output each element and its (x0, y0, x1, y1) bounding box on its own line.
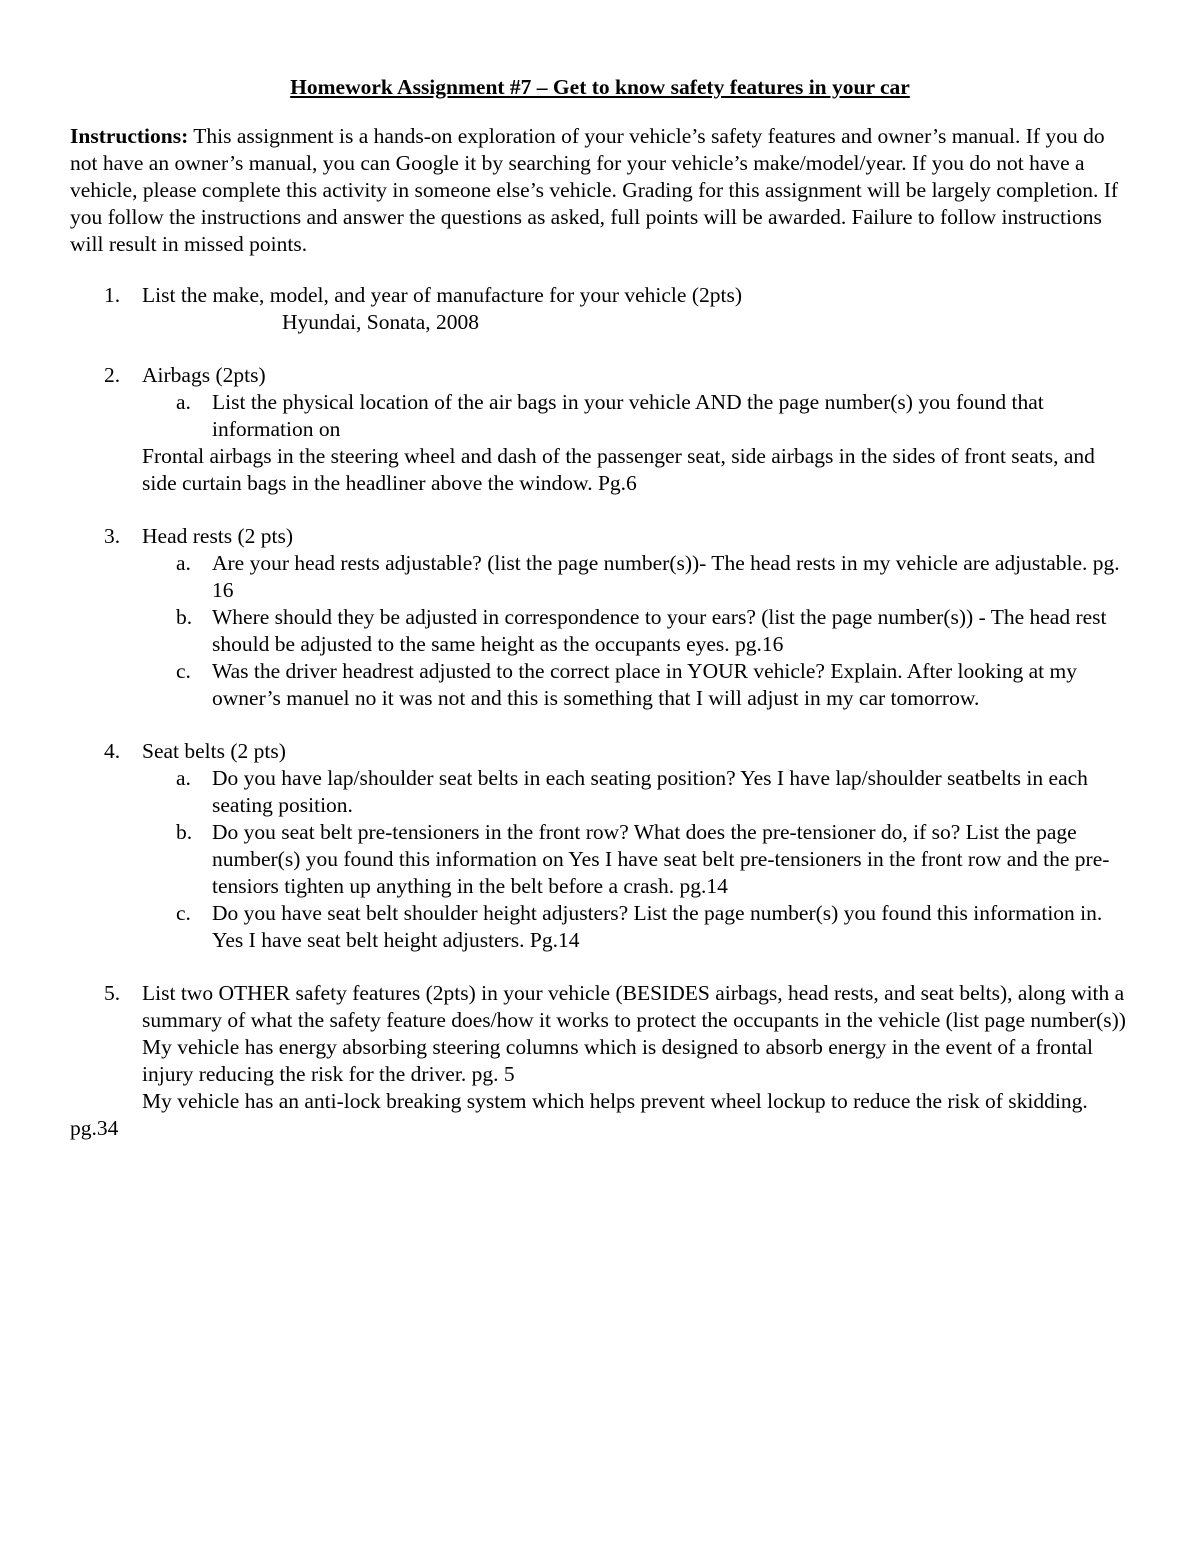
question-5 (70, 980, 1130, 1088)
question-2-answer: Frontal airbags in the steering wheel and dash of the passenger seat, side airbags in the sides of front seats, and side curtain bags in the headliner above the window. Pg.6 (142, 444, 1095, 495)
question-3 (70, 523, 1130, 712)
question-3b-text: Where should they be adjusted in correspondence to your ears? (list the page number(s)) - The head rest should be adjusted to the same height as the occupants eyes. pg.16 (212, 605, 1107, 656)
question-3-text: Head rests (2 pts) (142, 524, 294, 548)
question-5-text: List two OTHER safety features (2pts) in your vehicle (BESIDES airbags, head rests, and seat belts), along with a summary of what the safety feature does/how it works to protect the occupants in the vehicle (list page number(s)) My vehicle has energy absorbing steering columns which is designed to absorb energy in the event of a frontal injury reducing the risk for the driver. pg. 5 (142, 981, 1126, 1086)
page-title: Homework Assignment #7 – Get to know safety features in your car (290, 75, 910, 99)
question-4c-letter: c. (176, 901, 191, 925)
question-3c-text: Was the driver headrest adjusted to the correct place in YOUR vehicle? Explain. After looking at my owner’s manuel no it was not and this is something that I will adjust in my car tomorrow. (212, 659, 1077, 710)
question-1-answer: Hyundai, Sonata, 2008 (282, 310, 480, 334)
question-4 (70, 738, 1130, 954)
question-4c-text: Do you have seat belt shoulder height adjusters? List the page number(s) you found this information in. Yes I have seat belt height adjusters. Pg.14 (212, 901, 1103, 952)
question-2a-text: List the physical location of the air bags in your vehicle AND the page number(s) you found that information on (212, 390, 1044, 441)
question-1 (70, 282, 1130, 336)
question-4a (142, 765, 1130, 819)
instructions-label: Instructions: (70, 124, 189, 148)
question-4a-letter: a. (176, 766, 191, 790)
question-5-number: 5. (104, 981, 121, 1005)
question-3b (142, 604, 1130, 658)
instructions-paragraph (70, 123, 1130, 258)
question-2a-letter: a. (176, 390, 191, 414)
question-3a-letter: a. (176, 551, 191, 575)
question-1-text: List the make, model, and year of manufacture for your vehicle (2pts) (142, 283, 742, 307)
question-2 (70, 362, 1130, 497)
question-2-number: 2. (104, 363, 121, 387)
question-3c (142, 658, 1130, 712)
question-4-text: Seat belts (2 pts) (142, 739, 286, 763)
question-4b-text: Do you seat belt pre-tensioners in the front row? What does the pre-tensioner do, if so? List the page number(s) you found this information on Yes I have seat belt pre-tensioners in the front row and the pre-tensiors tighten up anything in the belt before a crash. pg.14 (212, 820, 1110, 898)
question-5-tail-answer: My vehicle has an anti-lock breaking system which helps prevent wheel lockup to reduce the risk of skidding. pg.34 (70, 1089, 1088, 1140)
question-4-number: 4. (104, 739, 121, 763)
question-4b (142, 819, 1130, 900)
question-3a-text: Are your head rests adjustable? (list the page number(s))- The head rests in my vehicle are adjustable. pg. 16 (212, 551, 1120, 602)
question-3c-letter: c. (176, 659, 191, 683)
question-4b-letter: b. (176, 820, 193, 844)
question-3-number: 3. (104, 524, 121, 548)
question-2a (142, 389, 1130, 443)
question-1-number: 1. (104, 283, 121, 307)
question-4c (142, 900, 1130, 954)
question-2-text: Airbags (2pts) (142, 363, 266, 387)
instructions-text: This assignment is a hands-on exploration of your vehicle’s safety features and owner’s manual. If you do not have an owner’s manual, you can Google it by searching for your vehicle’s make/model/year. If you do not have a vehicle, please complete this activity in someone else’s vehicle. Grading for this assignment will be largely completion. If you follow the instructions and answer the questions as asked, full points will be awarded. Failure to follow instructions will result in missed points. (70, 124, 1119, 256)
question-3b-letter: b. (176, 605, 193, 629)
question-3a (142, 550, 1130, 604)
question-4a-text: Do you have lap/shoulder seat belts in each seating position? Yes I have lap/shoulder seatbelts in each seating position. (212, 766, 1088, 817)
